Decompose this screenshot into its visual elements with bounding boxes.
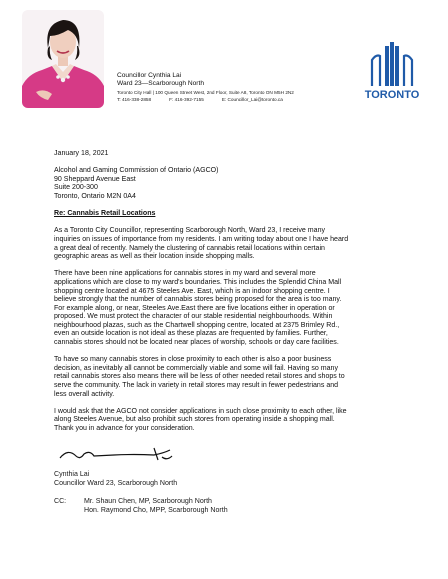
councillor-photo bbox=[22, 10, 104, 108]
body-line: cannabis stores should not be located near places of worship, schools or day care facilities. bbox=[54, 339, 339, 347]
body-line: proposed. We must protect the character of our stable residential neighbourhoods. Within bbox=[54, 313, 333, 321]
body-line: To have so many cannabis stores in close proximity to each other is also a poor business bbox=[54, 356, 332, 364]
body-line: neighbourhood plazas, such as the Chartwell shopping centre, located at 2375 Brimley Rd., bbox=[54, 321, 340, 329]
body-line: even an outside location is not ideal as these plazas are frequented by families. Further, bbox=[54, 330, 328, 338]
body-line: As a Toronto City Councillor, representing Scarborough North, Ward 23, I receive many bbox=[54, 227, 326, 235]
body-line: serve the community. The lack in variety in retail stores may result in fewer pedestrians and bbox=[54, 382, 339, 390]
body-line: inquiries on issues of importance from my residents. I am writing today about one I have heard bbox=[54, 235, 349, 243]
logo-wordmark: TORONTO bbox=[364, 89, 420, 101]
signatory-name: Cynthia Lai bbox=[54, 471, 90, 478]
email-address: E: Councillor_Lai@toronto.ca bbox=[221, 97, 283, 103]
toronto-logo bbox=[364, 40, 420, 102]
body-line: geographic areas as well as their location inside shopping malls. bbox=[54, 253, 255, 261]
cc-label: CC: bbox=[54, 498, 67, 505]
recipient-line: Toronto, Ontario M2N 0A4 bbox=[54, 192, 136, 200]
recipient-line: 90 Sheppard Avenue East bbox=[54, 175, 136, 183]
signatory-title: Councillor Ward 23, Scarborough North bbox=[54, 479, 178, 487]
subject-line: Re: Cannabis Retail Locations bbox=[54, 210, 156, 218]
body-line: For example along, or near, Steeles Ave.East there are five locations either in operation or bbox=[54, 304, 335, 312]
body-line: less overall activity. bbox=[54, 390, 115, 398]
letter-body bbox=[54, 150, 420, 434]
body-line: Thank you in advance for your consideration. bbox=[54, 425, 195, 432]
body-line: retail cannabis stores also means there will be less of other needed retail stores and shops to bbox=[54, 373, 345, 381]
body-line: shopping centre located at 4675 Steeles Ave. East, which is an indoor shopping centre. I bbox=[54, 287, 330, 295]
letterhead bbox=[117, 72, 301, 104]
office-address: Toronto City Hall | 100 Queen Street West, 2nd Floor, Suite A8, Toronto ON M5H 2N2 bbox=[117, 89, 294, 95]
fax-number: F: 416-392-7155 bbox=[169, 97, 204, 103]
councillor-name: Councillor Cynthia Lai bbox=[117, 72, 182, 79]
body-line: believe strongly that the number of cannabis stores being proposed for the area is too many. bbox=[54, 296, 342, 304]
cc-block bbox=[54, 498, 228, 515]
body-line: decision, as inevitably all cannot be commercially viable and some will fail. Having so many bbox=[54, 364, 338, 372]
phone-number: T: 416-338-2858 bbox=[117, 97, 152, 103]
cc-recipient: Hon. Raymond Cho, MPP, Scarborough North bbox=[84, 506, 228, 514]
recipient-line: Suite 200-300 bbox=[54, 184, 98, 192]
recipient-line: Alcohol and Gaming Commission of Ontario (AGCO) bbox=[54, 167, 219, 175]
body-line: I would ask that the AGCO not consider applications in such close proximity to each other, like bbox=[54, 407, 347, 415]
handwritten-signature bbox=[54, 444, 184, 466]
ward-line: Ward 23—Scarborough North bbox=[117, 80, 204, 88]
cc-recipient: Mr. Shaun Chen, MP, Scarborough North bbox=[84, 498, 212, 505]
letter-date: January 18, 2021 bbox=[54, 150, 109, 157]
body-line: along Steeles Avenue, but also prohibit such stores from operating inside a shopping mall. bbox=[54, 416, 335, 424]
body-line: There have been nine applications for cannabis stores in my ward and several more bbox=[54, 270, 316, 278]
signature-block bbox=[54, 444, 184, 488]
body-line: a great deal of recently. Namely the clustering of cannabis retail locations within certain bbox=[54, 244, 325, 252]
body-line: applications which are close to my ward's boundaries. This includes the Splendid China Mall bbox=[54, 278, 342, 286]
contact-line bbox=[117, 96, 301, 103]
